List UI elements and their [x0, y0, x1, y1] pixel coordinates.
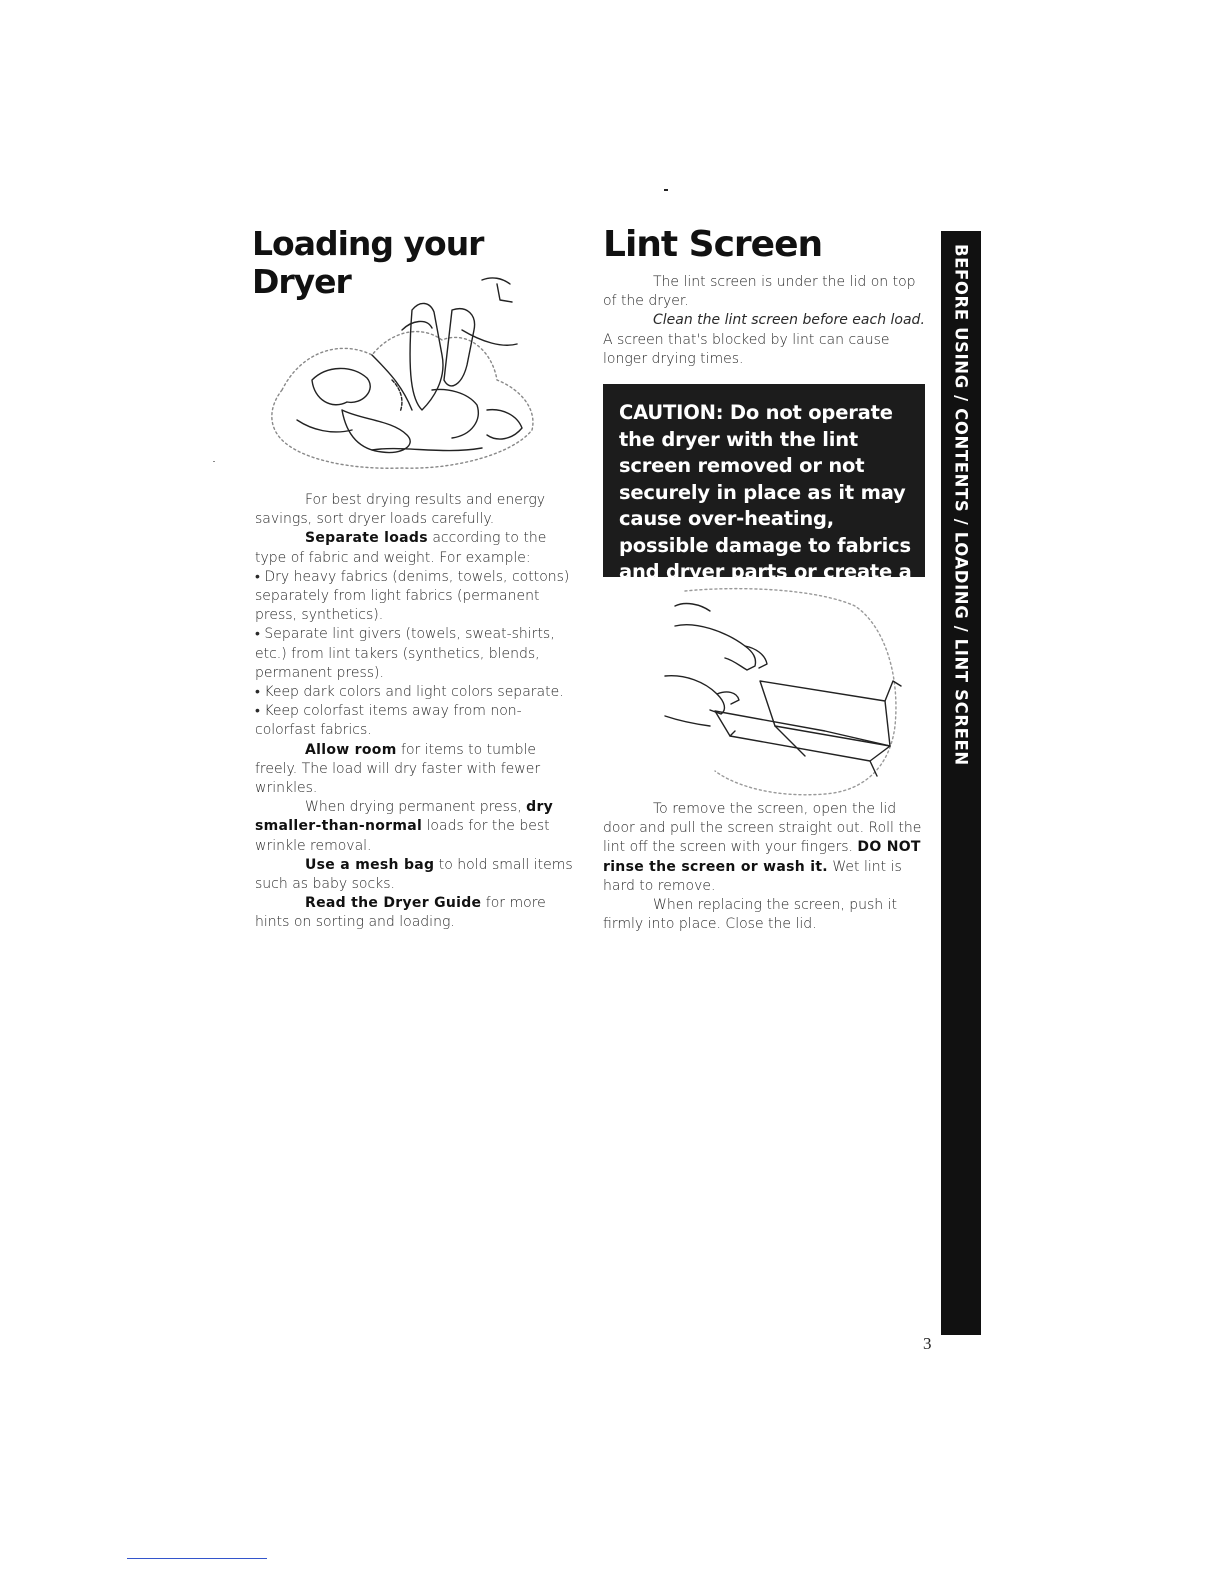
loading-body — [255, 491, 577, 933]
bullet-item: • Separate lint givers (towels, sweat-shirts, etc.) from lint takers (synthetics, blends, permanent press). — [255, 626, 555, 681]
separate-loads-bold: Separate loads — [305, 530, 428, 547]
permanent-press-paragraph — [255, 798, 577, 856]
bullet-item: • Dry heavy fabrics (denims, towels, cottons) separately from light fabrics (permanent press, synthetics). — [255, 568, 570, 624]
bullet-item: • Keep colorfast items away from non-colorfast fabrics. — [255, 703, 522, 739]
allow-room-paragraph — [255, 741, 577, 799]
bullet-item: • Keep dark colors and light colors separate. — [255, 684, 564, 701]
lint-screen-removal-illustration — [655, 586, 905, 798]
lint-removal-body — [603, 800, 928, 934]
section-side-tab-label: BEFORE USING / CONTENTS / LOADING / LINT SCREEN — [951, 244, 971, 766]
separate-loads-paragraph — [255, 529, 577, 567]
caution-box: CAUTION: Do not operate the dryer with the lint screen removed or not securely in place as it may cause over-heating, possible damage to fabrics and dryer parts or create a fire hazard. — [603, 384, 925, 577]
remove-screen-text: To remove the screen, open the lid door and pull the screen straight out. Roll the lint off the screen with your fingers. — [603, 801, 922, 856]
top-mark — [664, 189, 668, 191]
permanent-press-bold: dry smaller-than-normal — [255, 799, 554, 835]
do-not-rinse-bold: DO NOT rinse the screen or wash it. — [603, 839, 921, 875]
laundry-pile-illustration — [252, 270, 552, 480]
lint-clean-italic: Clean the lint screen before each load. — [653, 312, 925, 329]
page-number: 3 — [923, 1334, 932, 1353]
loading-intro: For best drying results and energy savings, sort dryer loads carefully. — [255, 492, 546, 528]
dryer-guide-paragraph — [255, 894, 577, 932]
allow-room-text: for items to tumble freely. The load will dry faster with fewer wrinkles. — [255, 741, 541, 797]
permanent-press-text: loads for the best wrinkle removal. — [255, 818, 550, 854]
lint-intro — [603, 273, 928, 369]
separate-loads-text: according to the type of fabric and weight. For example: — [255, 530, 547, 566]
dryer-guide-text: for more hints on sorting and loading. — [255, 895, 546, 931]
margin-mark — [213, 461, 215, 462]
mesh-bag-paragraph — [255, 856, 577, 894]
replace-screen-paragraph: When replacing the screen, push it firmly into place. Close the lid. — [603, 897, 898, 933]
lint-location-text: The lint screen is under the lid on top of the dryer. — [603, 274, 916, 310]
mesh-bag-bold: Use a mesh bag — [305, 856, 435, 873]
lint-screen-title: Lint Screen — [603, 224, 823, 265]
lint-clean-text: A screen that's blocked by lint can cause longer drying times. — [603, 331, 890, 367]
mesh-bag-text: to hold small items such as baby socks. — [255, 856, 573, 893]
dryer-guide-bold: Read the Dryer Guide — [305, 895, 482, 912]
remove-screen-paragraph — [603, 800, 928, 896]
wet-lint-text: Wet lint is hard to remove. — [603, 858, 902, 894]
permanent-press-pre: When drying permanent press, — [305, 799, 527, 816]
footnote-rule — [127, 1558, 267, 1559]
lint-clean-paragraph — [603, 311, 928, 369]
loading-title-line2: Dryer — [252, 262, 351, 301]
allow-room-bold: Allow room — [305, 741, 397, 758]
loading-title-line1: Loading your — [252, 224, 484, 263]
